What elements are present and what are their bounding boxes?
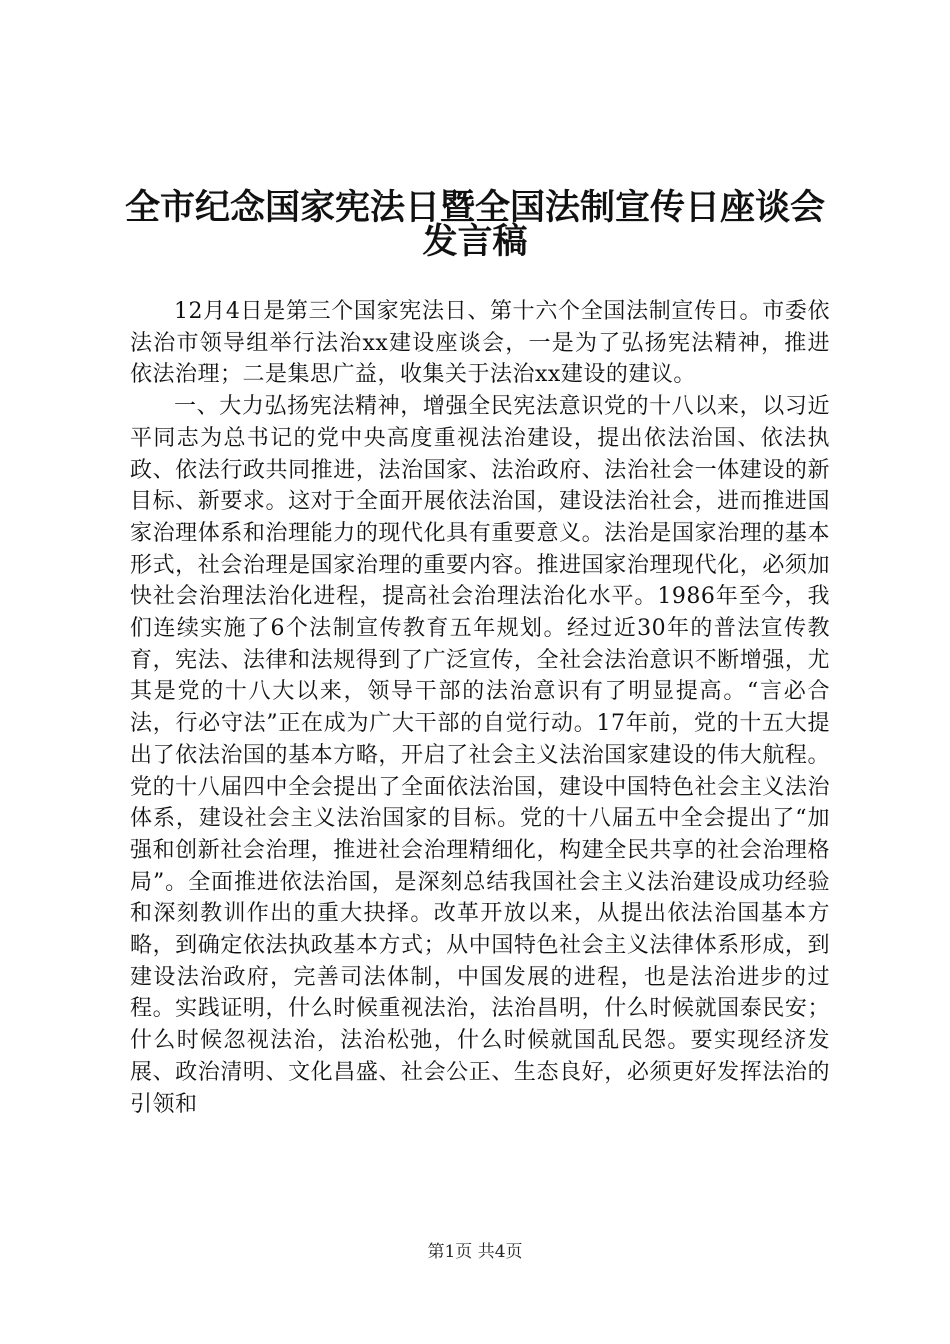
document-title-line-2: 发言稿 [422, 222, 528, 262]
page-footer: 第1页 共4页 [427, 1242, 523, 1262]
paragraph-section-one: 一、大力弘扬宪法精神，增强全民宪法意识党的十八以来，以习近平同志为总书记的党中央高度重视法治建设，提出依法治国、依法执政、依法行政共同推进，法治国家、法治政府、法治社会一体建设的新目标、新要求。这对于全面开展依法治国，建设法治社会，进而推进国家治理体系和治理能力的现代化具有重要意义。法治是国家治理的基本形式，社会治理是国家治理的重要内容。推进国家治理现代化，必须加快社会治理法治化进程，提高社会治理法治化水平。1986年至今，我们连续实施了6个法制宣传教育五年规划。经过近30年的普法宣传教育，宪法、法律和法规得到了广泛宣传，全社会法治意识不断增强，尤其是党的十八大以来，领导干部的法治意识有了明显提高。“言必合法，行必守法”正在成为广大干部的自觉行动。17年前，党的十五大提出了依法治国的基本方略，开启了社会主义法治国家建设的伟大航程。党的十八届四中全会提出了全面依法治国，建设中国特色社会主义法治体系，建设社会主义法治国家的目标。党的十八届五中全会提出了“加强和创新社会治理，推进社会治理精细化，构建全民共享的社会治理格局”。全面推进依法治国，是深刻总结我国社会主义法治建设成功经验和深刻教训作出的重大抉择。改革开放以来，从提出依法治国基本方略，到确定依法执政基本方式；从中国特色社会主义法律体系形成，到建设法治政府，完善司法体制，中国发展的进程，也是法治进步的过程。实践证明，什么时候重视法治，法治昌明，什么时候就国泰民安；什么时候忽视法治，法治松弛，什么时候就国乱民怨。要实现经济发展、政治清明、文化昌盛、社会公正、生态良好，必须更好发挥法治的引领和 [130, 394, 830, 1117]
paragraph-intro: 12月4日是第三个国家宪法日、第十六个全国法制宣传日。市委依法治市领导组举行法治xx建设座谈会，一是为了弘扬宪法精神，推进依法治理；二是集思广益，收集关于法治xx建设的建议。 [130, 299, 830, 388]
document-title-line-1: 全市纪念国家宪法日暨全国法制宣传日座谈会 [124, 188, 825, 228]
document-body [130, 296, 830, 1120]
